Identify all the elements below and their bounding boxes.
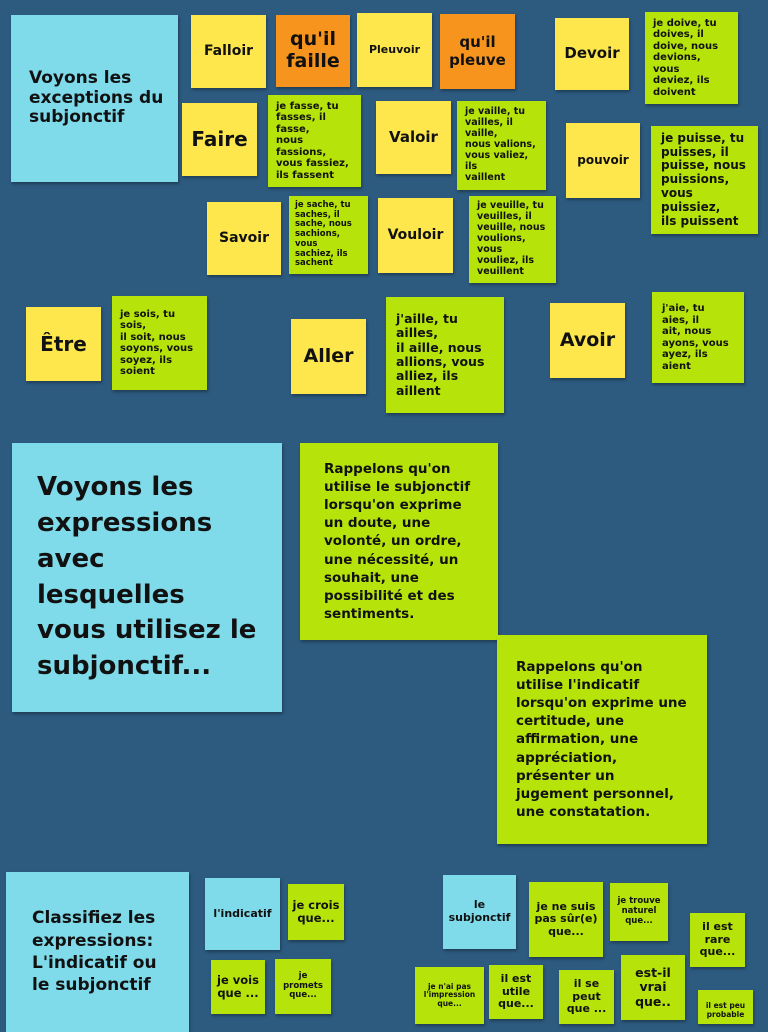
note-vouloir[interactable]: Vouloir bbox=[378, 198, 453, 273]
note-faire[interactable]: Faire bbox=[182, 103, 257, 176]
note-etre[interactable]: Être bbox=[26, 307, 101, 381]
expr-il-est-rare-que[interactable]: il est rare que... bbox=[690, 913, 745, 967]
expr-est-il-vrai-que[interactable]: est-il vrai que.. bbox=[621, 955, 685, 1020]
subjonctif-rule-text: Rappelons qu'on utilise le subjonctif lorsqu'on exprime un doute, une volonté, un ordre, une nécessité, un souhait, une possibilité et des sentiments. bbox=[324, 460, 471, 623]
note-aller-conjugation[interactable]: j'aille, tu ailles, il aille, nous allions, vous alliez, ils aillent bbox=[386, 297, 504, 413]
classify-title-note[interactable] bbox=[6, 872, 189, 1032]
indicatif-rule-text: Rappelons qu'on utilise l'indicatif lorsqu'on exprime une certitude, une affirmation, une appréciation, présenter un jugement personnel, une constatation. bbox=[516, 658, 687, 821]
expressions-title-note[interactable] bbox=[12, 443, 282, 712]
expr-je-trouve-naturel-que[interactable]: je trouve naturel que... bbox=[610, 883, 668, 941]
expr-je-crois-que[interactable]: je crois que... bbox=[288, 884, 344, 940]
expressions-title: Voyons les expressions avec lesquelles vous utilisez le subjonctif... bbox=[37, 471, 257, 682]
expr-il-est-utile-que[interactable]: il est utile que... bbox=[489, 965, 543, 1019]
expr-il-est-peu-probable[interactable]: il est peu probable bbox=[698, 990, 753, 1024]
note-avoir[interactable]: Avoir bbox=[550, 303, 625, 378]
note-devoir-conjugation[interactable]: je doive, tu doives, il doive, nous devions, vous deviez, ils doivent bbox=[645, 12, 738, 104]
subjonctif-rule-note[interactable] bbox=[300, 443, 498, 640]
exceptions-title: Voyons les exceptions du subjonctif bbox=[29, 68, 164, 128]
note-avoir-conjugation[interactable]: j'aie, tu aies, il ait, nous ayons, vous ayez, ils aient bbox=[652, 292, 744, 383]
note-pouvoir-conjugation[interactable]: je puisse, tu puisses, il puisse, nous puissions, vous puissiez, ils puissent bbox=[651, 126, 758, 234]
note-quil-faille[interactable]: qu'il faille bbox=[276, 15, 350, 87]
note-faire-conjugation[interactable]: je fasse, tu fasses, il fasse, nous fassions, vous fassiez, ils fassent bbox=[268, 95, 361, 187]
note-devoir[interactable]: Devoir bbox=[555, 18, 629, 90]
note-pleuvoir[interactable]: Pleuvoir bbox=[357, 13, 432, 87]
note-etre-conjugation[interactable]: je sois, tu sois, il soit, nous soyons, vous soyez, ils soient bbox=[112, 296, 207, 390]
expr-je-promets-que[interactable]: je promets que... bbox=[275, 959, 331, 1014]
expr-je-ne-suis-pas-sur-que[interactable]: je ne suis pas sûr(e) que... bbox=[529, 882, 603, 957]
classify-title: Classifiez les expressions: L'indicatif ou le subjonctif bbox=[32, 908, 157, 996]
expr-je-vois-que[interactable]: je vois que ... bbox=[211, 960, 265, 1014]
category-subjonctif[interactable]: le subjonctif bbox=[443, 875, 516, 949]
note-pouvoir[interactable]: pouvoir bbox=[566, 123, 640, 198]
indicatif-rule-note[interactable] bbox=[497, 635, 707, 844]
note-valoir[interactable]: Valoir bbox=[376, 101, 451, 174]
expr-il-se-peut-que[interactable]: il se peut que ... bbox=[559, 970, 614, 1024]
note-falloir[interactable]: Falloir bbox=[191, 15, 266, 88]
note-savoir[interactable]: Savoir bbox=[207, 202, 281, 275]
expr-je-nai-pas-limpression-que[interactable]: je n'ai pas l'impression que... bbox=[415, 967, 484, 1024]
note-aller[interactable]: Aller bbox=[291, 319, 366, 394]
note-savoir-conjugation[interactable]: je sache, tu saches, il sache, nous sachions, vous sachiez, ils sachent bbox=[289, 196, 368, 274]
note-quil-pleuve[interactable]: qu'il pleuve bbox=[440, 14, 515, 89]
exceptions-title-note[interactable] bbox=[11, 15, 178, 182]
note-valoir-conjugation[interactable]: je vaille, tu vailles, il vaille, nous valions, vous valiez, ils vaillent bbox=[457, 101, 546, 190]
category-indicatif[interactable]: l'indicatif bbox=[205, 878, 280, 950]
note-vouloir-conjugation[interactable]: je veuille, tu veuilles, il veuille, nous voulions, vous vouliez, ils veuillent bbox=[469, 196, 556, 283]
